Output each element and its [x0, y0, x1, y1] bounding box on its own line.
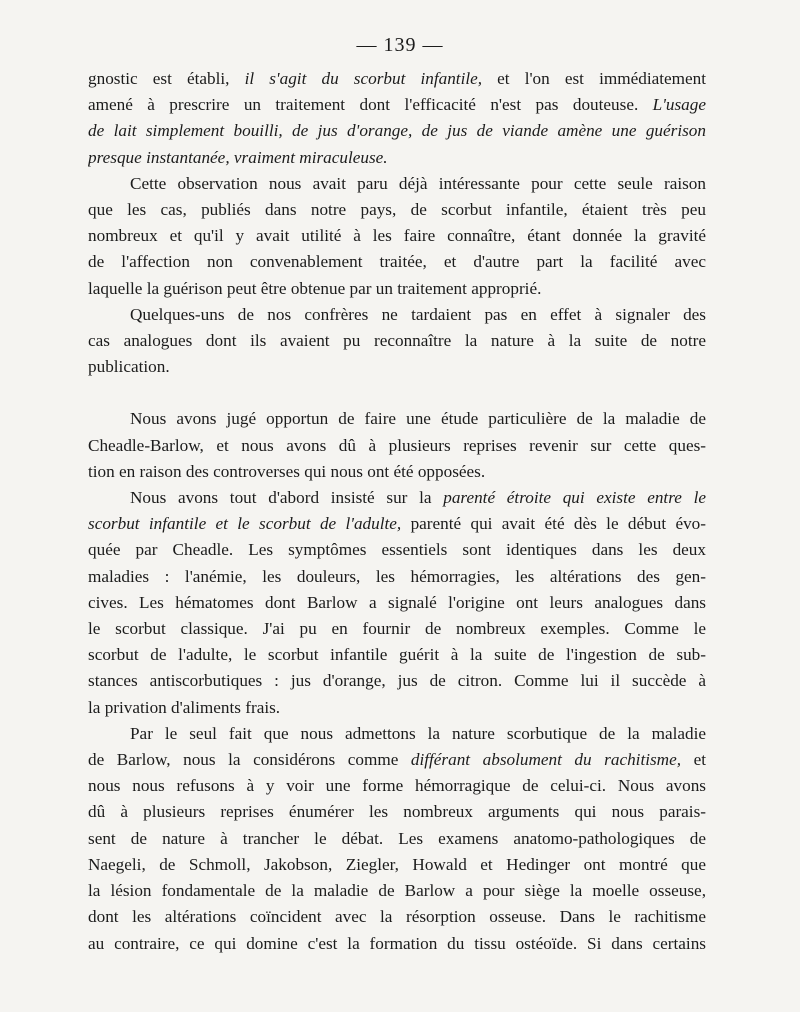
text-line: dû à plusieurs reprises énumérer les nombreux arguments qui nous parais- — [88, 802, 706, 822]
text-line: de l'affection non convenablement traitée, et d'autre part la facilité avec — [88, 252, 706, 272]
text-line: Naegeli, de Schmoll, Jakobson, Ziegler, Howald et Hedinger ont montré que — [88, 854, 706, 874]
text-line: scorbut infantile et le scorbut de l'adulte, parenté qui avait été dès le début évo- — [88, 514, 706, 534]
text-line: gnostic est établi, il s'agit du scorbut infantile, et l'on est immédiatement — [88, 69, 706, 88]
text-line: publication. — [88, 357, 170, 377]
text-line: quée par Cheadle. Les symptômes essentiels sont identiques dans les deux — [88, 540, 706, 560]
text-line: laquelle la guérison peut être obtenue par un traitement approprié. — [88, 278, 542, 298]
text-line: scorbut de l'adulte, le scorbut infantile guérit à la suite de l'ingestion de sub- — [88, 645, 706, 665]
text-line: nombreux et qu'il y avait utilité à les faire connaître, étant donnée la gravité — [88, 226, 706, 246]
text-line: la privation d'aliments frais. — [88, 697, 281, 717]
text-line: la lésion fondamentale de la maladie de Barlow a pour siège la moelle osseuse, — [88, 881, 706, 901]
text-line: de lait simplement bouilli, de jus d'orange, de jus de viande amène une guérison — [88, 121, 706, 141]
text-line: Cheadle-Barlow, et nous avons dû à plusieurs reprises revenir sur cette ques- — [88, 435, 706, 455]
text-line: de Barlow, nous la considérons comme différant absolument du rachitisme, et — [88, 750, 706, 770]
text-line: nous nous refusons à y voir une forme hémorragique de celui-ci. Nous avons — [88, 776, 706, 796]
text-line: Quelques-uns de nos confrères ne tardaient pas en effet à signaler des — [130, 304, 706, 324]
text-line: tion en raison des controverses qui nous ont été opposées. — [88, 461, 486, 481]
text-line: que les cas, publiés dans notre pays, de scorbut infantile, étaient très peu — [88, 200, 706, 220]
text-line: stances antiscorbutiques : jus d'orange, jus de citron. Comme lui il succède à — [88, 671, 706, 691]
text-line: Nous avons jugé opportun de faire une étude particulière de la maladie de — [130, 409, 706, 429]
text-line: Cette observation nous avait paru déjà intéressante pour cette seule raison — [130, 173, 706, 193]
text-line: presque instantanée, vraiment miraculeuse. — [88, 147, 388, 167]
text-line: maladies : l'anémie, les douleurs, les hémorragies, les altérations des gen- — [88, 566, 706, 586]
page-number: — 139 — — [356, 34, 444, 56]
text-line: Par le seul fait que nous admettons la nature scorbutique de la maladie — [130, 723, 706, 743]
text-line: au contraire, ce qui domine c'est la formation du tissu ostéoïde. Si dans certains — [88, 933, 706, 953]
text-line: amené à prescrire un traitement dont l'efficacité n'est pas douteuse. L'usage — [88, 95, 706, 115]
text-line: le scorbut classique. J'ai pu en fournir de nombreux exemples. Comme le — [88, 619, 706, 639]
paragraph-gap — [88, 380, 706, 406]
text-line: cas analogues dont ils avaient pu reconnaître la nature à la suite de notre — [88, 331, 706, 351]
text-line: dont les altérations coïncident avec la résorption osseuse. Dans le rachitisme — [88, 907, 706, 927]
body-text — [88, 66, 706, 957]
text-line: Nous avons tout d'abord insisté sur la parenté étroite qui existe entre le — [130, 488, 706, 508]
text-line: cives. Les hématomes dont Barlow a signalé l'origine ont leurs analogues dans — [88, 592, 706, 612]
text-line: sent de nature à trancher le débat. Les examens anatomo-pathologiques de — [88, 828, 706, 848]
